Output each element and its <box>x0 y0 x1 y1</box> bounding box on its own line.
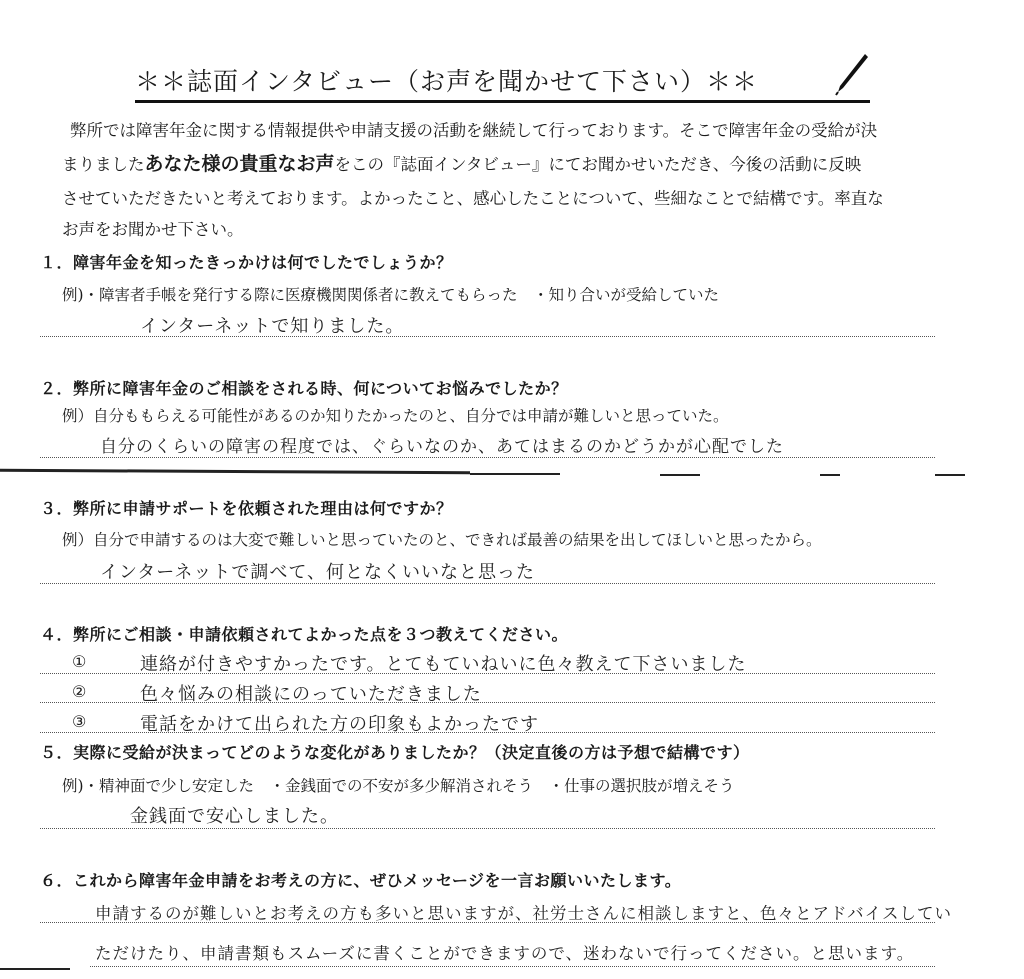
intro-line-4: お声をお聞かせ下さい。 <box>62 220 244 239</box>
answer-line <box>40 336 935 337</box>
example-1: 例)・障害者手帳を発行する際に医療機関関係者に教えてもらった ・知り合いが受給していた <box>62 286 720 304</box>
scan-artifact <box>470 473 560 475</box>
answer-line <box>90 966 935 967</box>
question-2: ２．弊所に障害年金のご相談をされる時、何についてお悩みでしたか？ <box>40 379 568 398</box>
answer-line <box>40 583 935 584</box>
answer-line <box>40 828 935 829</box>
example-3: 例）自分で申請するのは大変で難しいと思っていたのと、できれば最善の結果を出してほしいと思ったから。 <box>62 531 822 549</box>
intro-line-2: まりましたあなた様の貴重なお声をこの『誌面インタビュー』にてお聞かせいただき、今後の活動に反映 <box>62 153 862 175</box>
question-4: ４．弊所にご相談・申請依頼されてよかった点を３つ教えてください。 <box>40 625 569 644</box>
scan-artifact <box>935 474 965 476</box>
answer-6-2: ただけたり、申請書類もスムーズに書くことができますので、迷わないで行ってください。と思います。 <box>95 944 915 963</box>
answer-5: 金銭面で安心しました。 <box>130 806 339 827</box>
intro-line-3: させていただきたいと考えております。よかったこと、感心したことについて、些細なことで結構です。率直な <box>62 189 884 208</box>
question-3: ３．弊所に申請サポートを依頼された理由は何ですか？ <box>40 499 453 518</box>
answer-line <box>40 732 935 733</box>
answer-4-1: 連絡が付きやすかったです。とてもていねいに色々教えて下さいました <box>140 654 747 675</box>
question-1: １．障害年金を知ったきっかけは何でしたでしょうか？ <box>40 253 453 272</box>
example-2: 例）自分ももらえる可能性があるのか知りたかったのと、自分では申請が難しいと思っていた。 <box>62 407 729 425</box>
question-6: ６．これから障害年金申請をお考えの方に、ぜひメッセージを一言お願いいたします。 <box>40 871 682 890</box>
answer-3: インターネットで調べて、何となくいいなと思った <box>100 562 536 583</box>
answer-line <box>40 457 935 458</box>
scan-artifact <box>0 968 70 970</box>
scan-artifact <box>820 474 840 476</box>
scan-artifact <box>660 474 700 476</box>
answer-line <box>40 702 935 703</box>
answer-6-1: 申請するのが難しいとお考えの方も多いと思いますが、社労士さんに相談しますと、色々とアドバイスしてい <box>95 904 953 923</box>
answer-2: 自分のくらいの障害の程度では、ぐらいなのか、あてはまるのかどうかが心配でした <box>100 437 784 457</box>
intro-emphasis: あなた様の貴重なお声 <box>144 153 335 175</box>
answer-1: インターネットで知りました。 <box>140 316 405 337</box>
circled-number: ① <box>72 652 87 671</box>
pen-icon <box>835 52 869 96</box>
page-title: ＊＊誌面インタビュー（お声を聞かせて下さい）＊＊ <box>135 62 870 103</box>
answer-4-2: 色々悩みの相談にのっていただきました <box>140 684 482 705</box>
answer-line <box>40 922 935 923</box>
answer-line <box>40 673 935 674</box>
question-5: ５．実際に受給が決まってどのような変化がありましたか？（決定直後の方は予想で結構です） <box>40 743 750 762</box>
answer-4-3: 電話をかけて出られた方の印象もよかったです <box>140 714 539 735</box>
circled-number: ② <box>72 682 87 701</box>
intro-line-1: 弊所では障害年金に関する情報提供や申請支援の活動を継続して行っております。そこで障害年金の受給が決 <box>70 121 878 140</box>
scan-artifact <box>0 469 470 474</box>
example-5: 例)・精神面で少し安定した ・金銭面での不安が多少解消されそう ・仕事の選択肢が増えそう <box>62 777 735 795</box>
circled-number: ③ <box>72 712 87 731</box>
